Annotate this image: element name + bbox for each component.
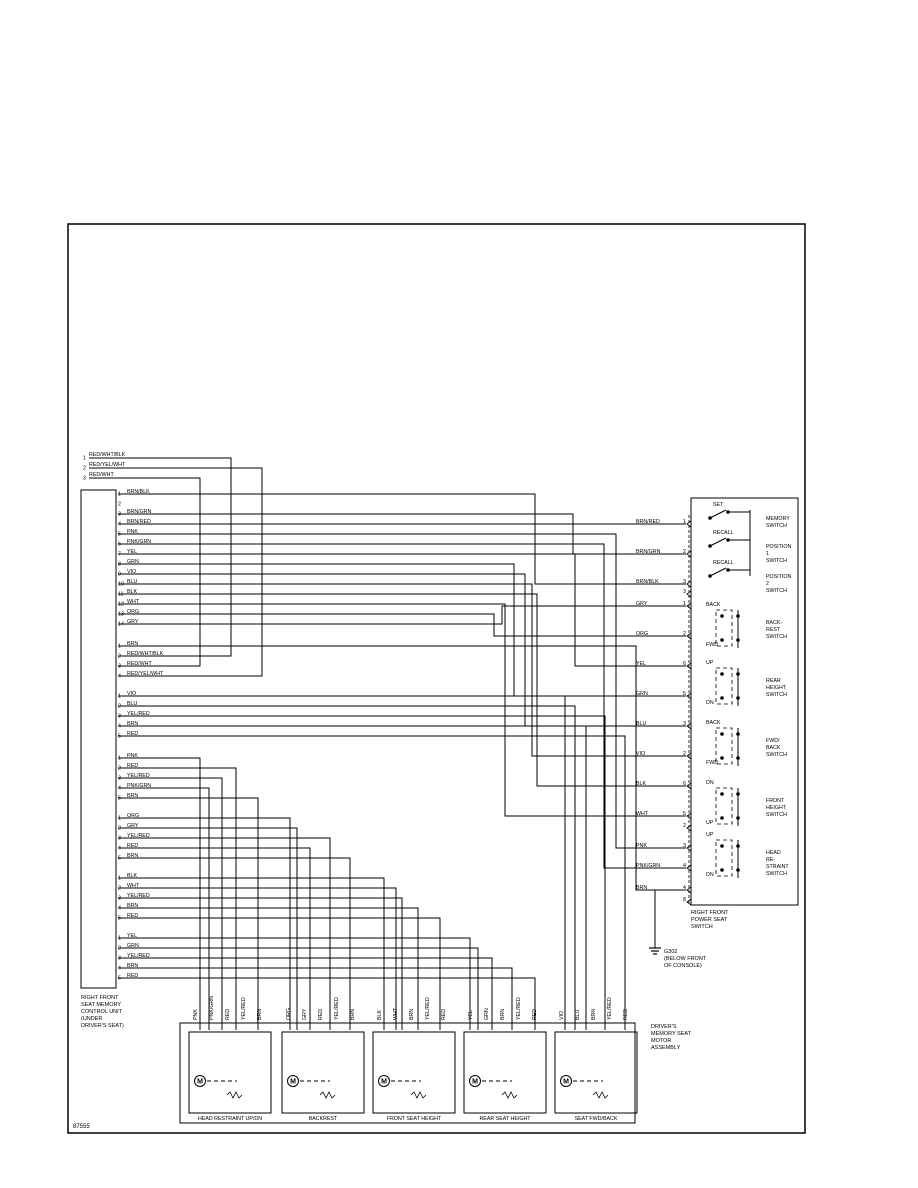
switch-wire-label: WHT xyxy=(636,811,649,817)
pin-number: 2 xyxy=(83,465,86,472)
junction-dot xyxy=(720,672,724,676)
switch-pin-number: 8 xyxy=(683,897,686,903)
wire-color-label: BRN/BLK xyxy=(127,488,150,495)
motor-wire-label: GRN xyxy=(484,1008,490,1020)
wire-color-label: YEL/RED xyxy=(127,772,150,779)
switch-pin-number: 6 xyxy=(683,781,686,787)
wire-color-label: GRN xyxy=(127,942,139,949)
switch-contact-label: DN xyxy=(706,872,714,878)
wire-color-label: BLK xyxy=(127,588,138,595)
switch-pin-number: 2 xyxy=(683,549,686,555)
pin-number: 10 xyxy=(118,581,124,588)
switch-pin-number: 4 xyxy=(683,885,686,891)
motor-wire-label: VIO xyxy=(559,1010,565,1020)
motor-wire-label: YEL/RED xyxy=(607,997,613,1020)
pin-number: 4 xyxy=(118,965,121,972)
switch-pin-number: 2 xyxy=(683,751,686,757)
switch-wire-label: BLU xyxy=(636,721,647,727)
switch-wire-label: BLK xyxy=(636,781,647,787)
toggle-switch-frame xyxy=(716,788,732,824)
potentiometer-symbol xyxy=(320,1092,335,1098)
motor-wire-label: YEL/RED xyxy=(334,997,340,1020)
pin-number: 4 xyxy=(118,785,121,792)
power-seat-switch xyxy=(636,498,798,930)
switch-section-label: 1 xyxy=(766,551,769,557)
motor-name: BACKREST xyxy=(308,1116,338,1122)
switch-pin-number: 1 xyxy=(683,601,686,607)
switch-section-label: SWITCH xyxy=(766,812,787,818)
switch-wire-label: GRN xyxy=(636,691,648,697)
switch-section-label: HEIGHT xyxy=(766,685,787,691)
switch-pin-number: 3 xyxy=(683,721,686,727)
motor-assembly-label: DRIVER'S MEMORY SEAT MOTOR ASSEMBLY xyxy=(651,1024,691,1051)
pin-number: 3 xyxy=(118,775,121,782)
pin-number: 3 xyxy=(118,511,121,518)
switch-pin-number: 5 xyxy=(683,691,686,697)
wire-color-label: RED xyxy=(127,762,139,769)
motor-cell xyxy=(555,1032,637,1113)
junction-dot xyxy=(720,696,724,700)
potentiometer-symbol xyxy=(227,1092,242,1098)
switch-assembly-label: RIGHT FRONT POWER SEAT SWITCH xyxy=(691,910,729,930)
figure-id: 87555 xyxy=(73,1124,90,1130)
wire-color-label: BRN xyxy=(127,962,139,969)
motor-wire-label: WHT xyxy=(393,1007,399,1020)
switch-section-label: RE- xyxy=(766,857,776,863)
motor-wire-label: RED xyxy=(623,1008,629,1020)
switch-contact-label: BACK xyxy=(706,602,721,608)
pin-number: 1 xyxy=(83,455,86,462)
wire-color-label: BRN xyxy=(127,902,139,909)
pin-number: 4 xyxy=(118,723,121,730)
motor-wire-label: BRN xyxy=(257,1008,263,1020)
switch-pin-number: 3 xyxy=(683,589,686,595)
wire-color-label: RED/WHT xyxy=(127,660,152,667)
motor-wire-label: PNK xyxy=(193,1009,199,1020)
switch-section-label: MEMORY xyxy=(766,516,790,522)
motor-wire-label: BLU xyxy=(575,1009,581,1020)
switch-pin-number: 1 xyxy=(683,519,686,525)
wire-color-label: RED xyxy=(127,730,139,737)
wire-red-yel-wht xyxy=(89,468,262,676)
motor-wire-label: BRN xyxy=(409,1008,415,1020)
wire-color-label: BLU xyxy=(127,700,138,707)
pin-number: 5 xyxy=(118,795,121,802)
pin-number: 4 xyxy=(118,845,121,852)
motor-cell xyxy=(464,1032,546,1113)
pin-number: 5 xyxy=(118,733,121,740)
pin-number: 4 xyxy=(118,673,121,680)
switch-contact-label: UP xyxy=(706,820,714,826)
switch-wire-label: BRN/BLK xyxy=(636,579,659,585)
switch-section-label: REAR xyxy=(766,678,781,684)
junction-dot xyxy=(720,816,724,820)
switch-section-label: HEAD xyxy=(766,850,781,856)
pin-number: 2 xyxy=(118,885,121,892)
junction-dot xyxy=(720,844,724,848)
motor-cell xyxy=(282,1032,364,1113)
wire-color-label: RED/WHT/BLK xyxy=(127,650,164,657)
switch-section-label: SWITCH xyxy=(766,634,787,640)
motor-symbol-label: M xyxy=(563,1078,569,1086)
motor-cell xyxy=(189,1032,271,1113)
pin-number: 1 xyxy=(118,693,121,700)
seat-memory-control-unit xyxy=(81,452,164,1029)
wire-color-label: YEL xyxy=(127,548,138,555)
ground-label: G302 (BELOW FRONT OF CONSOLE) xyxy=(664,949,707,969)
toggle-switch-frame xyxy=(716,840,732,876)
switch-contact-label: DN xyxy=(706,780,714,786)
pin-number: 2 xyxy=(118,653,121,660)
wire-color-label: WHT xyxy=(127,598,140,605)
pin-number: 2 xyxy=(118,501,121,508)
pin-number: 1 xyxy=(118,815,121,822)
wire-color-label: RED/WHT/BLK xyxy=(89,452,126,458)
pin-number: 5 xyxy=(118,531,121,538)
ground-g302 xyxy=(649,940,708,969)
wire-red-wht-blk xyxy=(89,458,231,656)
wire-color-label: BRN xyxy=(127,852,139,859)
wire-color-label: PNK/GRN xyxy=(127,782,152,789)
pin-number: 5 xyxy=(118,975,121,982)
switch-section-label: SWITCH xyxy=(766,692,787,698)
motor-wire-label: BRN xyxy=(591,1008,597,1020)
wire-ground-lead xyxy=(655,890,660,940)
switch-section-label: POSITION xyxy=(766,574,792,580)
pin-number: 5 xyxy=(118,855,121,862)
wire-color-label: ORG xyxy=(127,608,140,615)
wire-color-label: ORG xyxy=(127,812,140,819)
motor-wire-label: YEL/RED xyxy=(425,997,431,1020)
pin-number: 2 xyxy=(118,825,121,832)
motor-symbol-label: M xyxy=(472,1078,478,1086)
pin-number: 4 xyxy=(118,521,121,528)
switch-section-label: FRONT xyxy=(766,798,785,804)
control-unit-label: RIGHT FRONT SEAT MEMORY CONTROL UNIT (UNDER DRIVER'S SEAT) xyxy=(81,995,124,1029)
switch-section-label: SWITCH xyxy=(766,871,787,877)
switch-pin-number: 2 xyxy=(683,631,686,637)
wire-color-label: YEL xyxy=(127,932,138,939)
wire-color-label: PNK xyxy=(127,752,138,759)
pin-number: 1 xyxy=(118,875,121,882)
switch-contact-label: RECALL xyxy=(713,530,734,536)
junction-dot xyxy=(720,638,724,642)
motor-wire-label: GRY xyxy=(302,1008,308,1020)
pin-number: 1 xyxy=(118,643,121,650)
switch-contact-label: FWD xyxy=(706,760,719,766)
motor-symbol-label: M xyxy=(290,1078,296,1086)
switch-section-label: STRAINT xyxy=(766,864,789,870)
pin-number: 4 xyxy=(118,905,121,912)
junction-dot xyxy=(720,868,724,872)
motor-name: REAR SEAT HEIGHT xyxy=(479,1116,531,1122)
wire-color-label: VIO xyxy=(127,690,137,697)
wire-color-label: VIO xyxy=(127,568,137,575)
wire-color-label: YEL/RED xyxy=(127,892,150,899)
switch-pin-number: 4 xyxy=(683,863,686,869)
pin-number: 12 xyxy=(118,601,124,608)
motor-cell xyxy=(373,1032,455,1113)
diagram-frame xyxy=(68,224,805,1133)
motor-wire-label: RED xyxy=(225,1008,231,1020)
switch-wire-label: PNK/GRN xyxy=(636,863,661,869)
wire-color-label: WHT xyxy=(127,882,140,889)
pin-number: 2 xyxy=(118,945,121,952)
switch-pin-number: 3 xyxy=(683,843,686,849)
switch-contact-label: UP xyxy=(706,832,714,838)
motor-symbol-label: M xyxy=(197,1078,203,1086)
motor-wire-label: YEL/RED xyxy=(241,997,247,1020)
wire-color-label: GRY xyxy=(127,822,139,829)
switch-section-label: BACK xyxy=(766,745,781,751)
switch-section-label: SWITCH xyxy=(766,752,787,758)
wire-layer xyxy=(89,458,686,1030)
wire-color-label: YEL/RED xyxy=(127,710,150,717)
pin-number: 1 xyxy=(118,491,121,498)
junction-dot xyxy=(720,756,724,760)
switch-wire-label: VIO xyxy=(636,751,646,757)
wire-color-label: YEL/RED xyxy=(127,952,150,959)
potentiometer-symbol xyxy=(411,1092,426,1098)
pin-number: 8 xyxy=(118,561,121,568)
pin-number: 3 xyxy=(118,895,121,902)
wire-color-label: BRN/GRN xyxy=(127,508,152,515)
switch-pin-number: 5 xyxy=(683,811,686,817)
wire-color-label: RED xyxy=(127,842,139,849)
wire-color-label: BRN/RED xyxy=(127,518,151,525)
junction-dot xyxy=(720,614,724,618)
pin-number: 2 xyxy=(118,765,121,772)
switch-section-label: HEIGHT xyxy=(766,805,787,811)
switch-section-label: REST xyxy=(766,627,781,633)
pin-number: 6 xyxy=(118,541,121,548)
potentiometer-symbol xyxy=(593,1092,608,1098)
switch-section-label: BACK- xyxy=(766,620,783,626)
motor-wire-label: PNK/GRN xyxy=(209,995,215,1020)
wire-color-label: BLK xyxy=(127,872,138,879)
switch-blade xyxy=(710,510,726,518)
toggle-switch-frame xyxy=(716,610,732,646)
switch-contact-label: UP xyxy=(706,660,714,666)
motor-symbol-label: M xyxy=(381,1078,387,1086)
switch-contact-label: RECALL xyxy=(713,560,734,566)
switch-wire-label: YEL xyxy=(636,661,647,667)
pin-number: 3 xyxy=(118,713,121,720)
switch-section-label: POSITION xyxy=(766,544,792,550)
pin-number: 1 xyxy=(118,755,121,762)
switch-wire-label: BRN/GRN xyxy=(636,549,661,555)
pin-number: 5 xyxy=(118,915,121,922)
wire-color-label: GRN xyxy=(127,558,139,565)
switch-blade xyxy=(710,538,726,546)
potentiometer-symbol xyxy=(502,1092,517,1098)
pin-number: 7 xyxy=(118,551,121,558)
switch-wire-label: BRN/RED xyxy=(636,519,660,525)
motor-wire-label: BRN xyxy=(350,1008,356,1020)
switch-wire-label: BRN xyxy=(636,885,648,891)
wire-color-label: RED/YEL/WHT xyxy=(89,462,126,468)
wire-color-label: PNK xyxy=(127,528,138,535)
motor-name: SEAT FWD/BACK xyxy=(574,1116,618,1122)
memory-seat-motor-assembly xyxy=(180,996,692,1123)
toggle-switch-frame xyxy=(716,668,732,704)
switch-section-label: SWITCH xyxy=(766,588,787,594)
wire-color-label: BRN xyxy=(127,640,139,647)
switch-pin-number: 2 xyxy=(683,823,686,829)
control-unit-body xyxy=(81,490,116,988)
pin-number: 2 xyxy=(118,703,121,710)
wire-color-label: RED xyxy=(127,912,139,919)
switch-section-label: SWITCH xyxy=(766,523,787,529)
wire-color-label: RED/WHT xyxy=(89,472,114,478)
switch-section-label: SWITCH xyxy=(766,558,787,564)
wire-color-label: PNK/GRN xyxy=(127,538,152,545)
wire-color-label: BRN xyxy=(127,792,139,799)
switch-contact-label: SET xyxy=(713,502,724,508)
switch-contact-label: DN xyxy=(706,700,714,706)
pin-number: 3 xyxy=(118,835,121,842)
motor-wire-label: RED xyxy=(318,1008,324,1020)
switch-section-label: FWD/ xyxy=(766,738,780,744)
switch-wire-label: GRY xyxy=(636,601,648,607)
motor-wire-label: RED xyxy=(532,1008,538,1020)
pin-number: 3 xyxy=(118,663,121,670)
pin-number: 13 xyxy=(118,611,124,618)
junction-dot xyxy=(720,792,724,796)
junction-dot xyxy=(720,732,724,736)
wire-color-label: GRY xyxy=(127,618,139,625)
wire-color-label: BLU xyxy=(127,578,138,585)
wire-gry xyxy=(118,606,686,624)
switch-wire-label: ORG xyxy=(636,631,649,637)
pin-number: 11 xyxy=(118,591,124,598)
wire-color-label: YEL/RED xyxy=(127,832,150,839)
motor-wire-label: ORG xyxy=(286,1007,292,1020)
wire-red-wht xyxy=(89,478,200,666)
switch-section-label: 2 xyxy=(766,581,769,587)
motor-wire-label: RED xyxy=(441,1008,447,1020)
wire-color-label: BRN xyxy=(127,720,139,727)
switch-contact-label: FWD xyxy=(706,642,719,648)
toggle-switch-frame xyxy=(716,728,732,764)
pin-number: 3 xyxy=(118,955,121,962)
pin-number: 14 xyxy=(118,621,124,628)
motor-wire-label: YEL xyxy=(468,1009,474,1020)
motor-name: FRONT SEAT HEIGHT xyxy=(386,1116,442,1122)
motor-assembly-outline xyxy=(180,1023,635,1123)
switch-blade xyxy=(710,568,726,576)
pin-number: 3 xyxy=(83,475,86,482)
wire-color-label: RED xyxy=(127,972,139,979)
motor-wire-label: YEL/RED xyxy=(516,997,522,1020)
motor-name: HEAD RESTRAINT UP/DN xyxy=(197,1116,263,1122)
switch-wire-label: PNK xyxy=(636,843,647,849)
switch-pin-number: 3 xyxy=(683,579,686,585)
pin-number: 1 xyxy=(118,935,121,942)
pin-number: 9 xyxy=(118,571,121,578)
motor-wire-label: BRN xyxy=(500,1008,506,1020)
switch-pin-number: 6 xyxy=(683,661,686,667)
wire-color-label: RED/YEL/WHT xyxy=(127,670,164,677)
motor-wire-label: BLK xyxy=(377,1009,383,1020)
switch-contact-label: BACK xyxy=(706,720,721,726)
